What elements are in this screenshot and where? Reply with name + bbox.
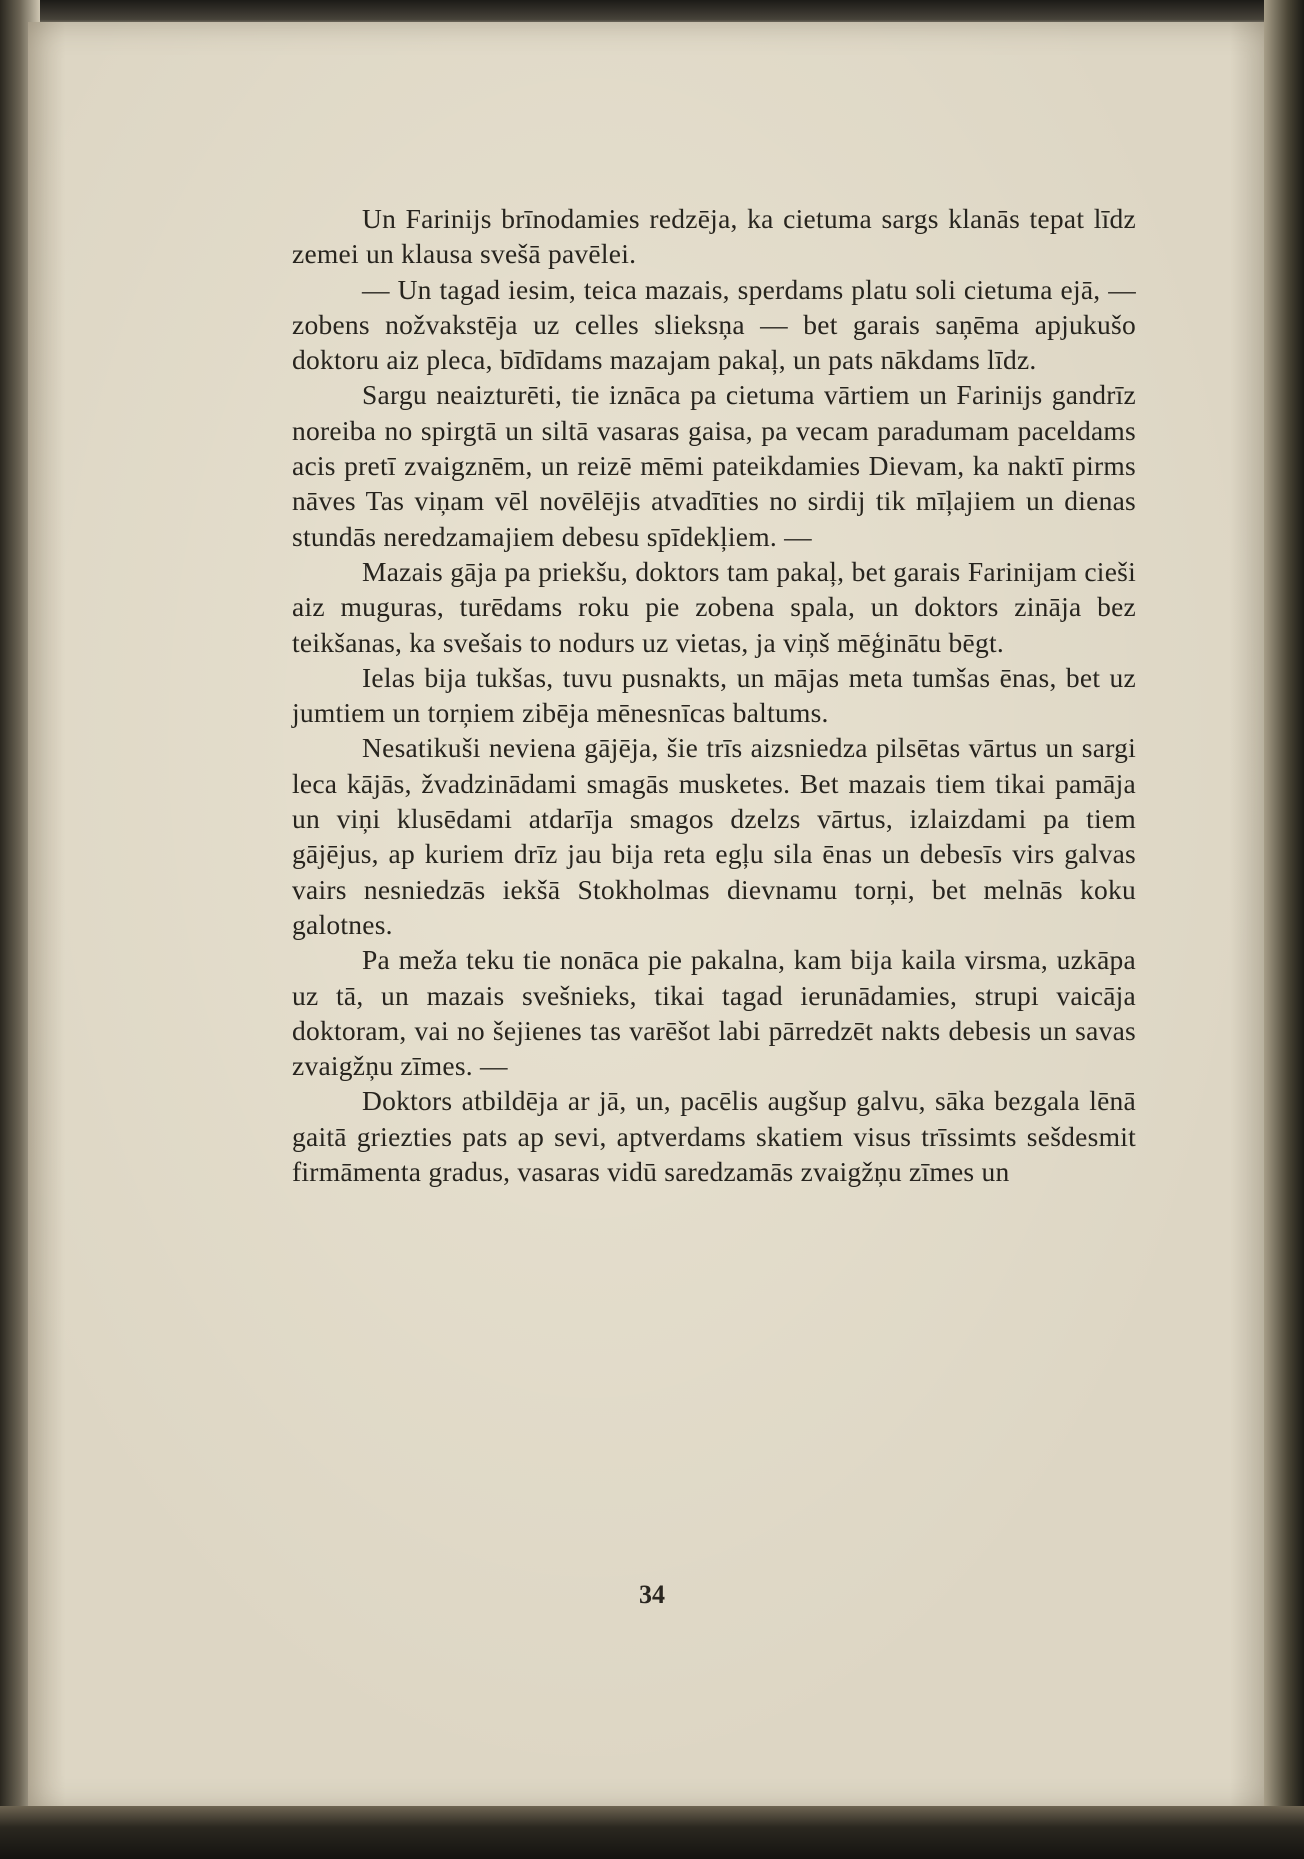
paragraph-3: Sargu neaizturēti, tie iznāca pa cietuma vārtiem un Farinijs gandrīz noreiba no spirgtā un siltā vasaras gaisa, pa vecam paradumam paceldams acis pretī zvaigznēm, un reizē mēmi pateikdamies Dievam, ka naktī pirms nāves Tas viņam vēl novēlējis atvadīties no sirdij tik mīļajiem un dienas stundās neredzamajiem debesu spīdekļiem. — <box>292 379 1136 552</box>
body-text <box>292 201 1136 1189</box>
paragraph-1: Un Farinijs brīnodamies redzēja, ka cietuma sargs klanās tepat līdz zemei un klausa svešā pavēlei. <box>292 203 1136 270</box>
paragraph-7: Pa meža teku tie nonāca pie pakalna, kam bija kaila virsma, uzkāpa uz tā, un mazais svešnieks, tikai tagad ierunādamies, strupi vaicāja doktoram, vai no šejienes tas varēšot labi pārredzēt nakts debesis un savas zvaigžņu zīmes. — <box>292 944 1136 1082</box>
paragraph-2: — Un tagad iesim, teica mazais, sperdams platu soli cietuma ejā, — zobens nožvakstēja uz celles slieksņa — bet garais saņēma apjukušo doktoru aiz pleca, bīdīdams mazajam pakaļ, un pats nākdams līdz. <box>292 273 1136 376</box>
paragraph-6: Nesatikuši neviena gājēja, šie trīs aizsniedza pilsētas vārtus un sargi leca kājās, žvadzinādami smagās musketes. Bet mazais tiem tikai pamāja un viņi klusēdami atdarīja smagos dzelzs vārtus, izlaizdami pa tiem gājējus, ap kuriem drīz jau bija reta egļu sila ēnas un debesīs virs galvas vairs nesniedzās iekšā Stokholmas dievnamu torņi, bet melnās koku galotnes. <box>292 732 1136 940</box>
paragraph-5: Ielas bija tukšas, tuvu pusnakts, un mājas meta tumšas ēnas, bet uz jumtiem un torņiem zibēja mēnesnīcas baltums. <box>292 661 1136 729</box>
page-number: 34 <box>639 1580 665 1609</box>
paragraph-8: Doktors atbildēja ar jā, un, pacēlis augšup galvu, sāka bezgala lēnā gaitā griezties pats ap sevi, aptverdams skatiem visus trīssimts sešdesmit firmāmenta gradus, vasaras vidū saredzamās zvaigžņu zīmes un <box>292 1085 1136 1188</box>
paragraph-4: Mazais gāja pa priekšu, doktors tam pakaļ, bet garais Farinijam cieši aiz muguras, turēdams roku pie zobena spala, un doktors zināja bez teikšanas, ka svešais to nodurs uz vietas, ja viņš mēģinātu bēgt. <box>292 555 1136 658</box>
page-bottom-edge <box>0 1806 1304 1859</box>
